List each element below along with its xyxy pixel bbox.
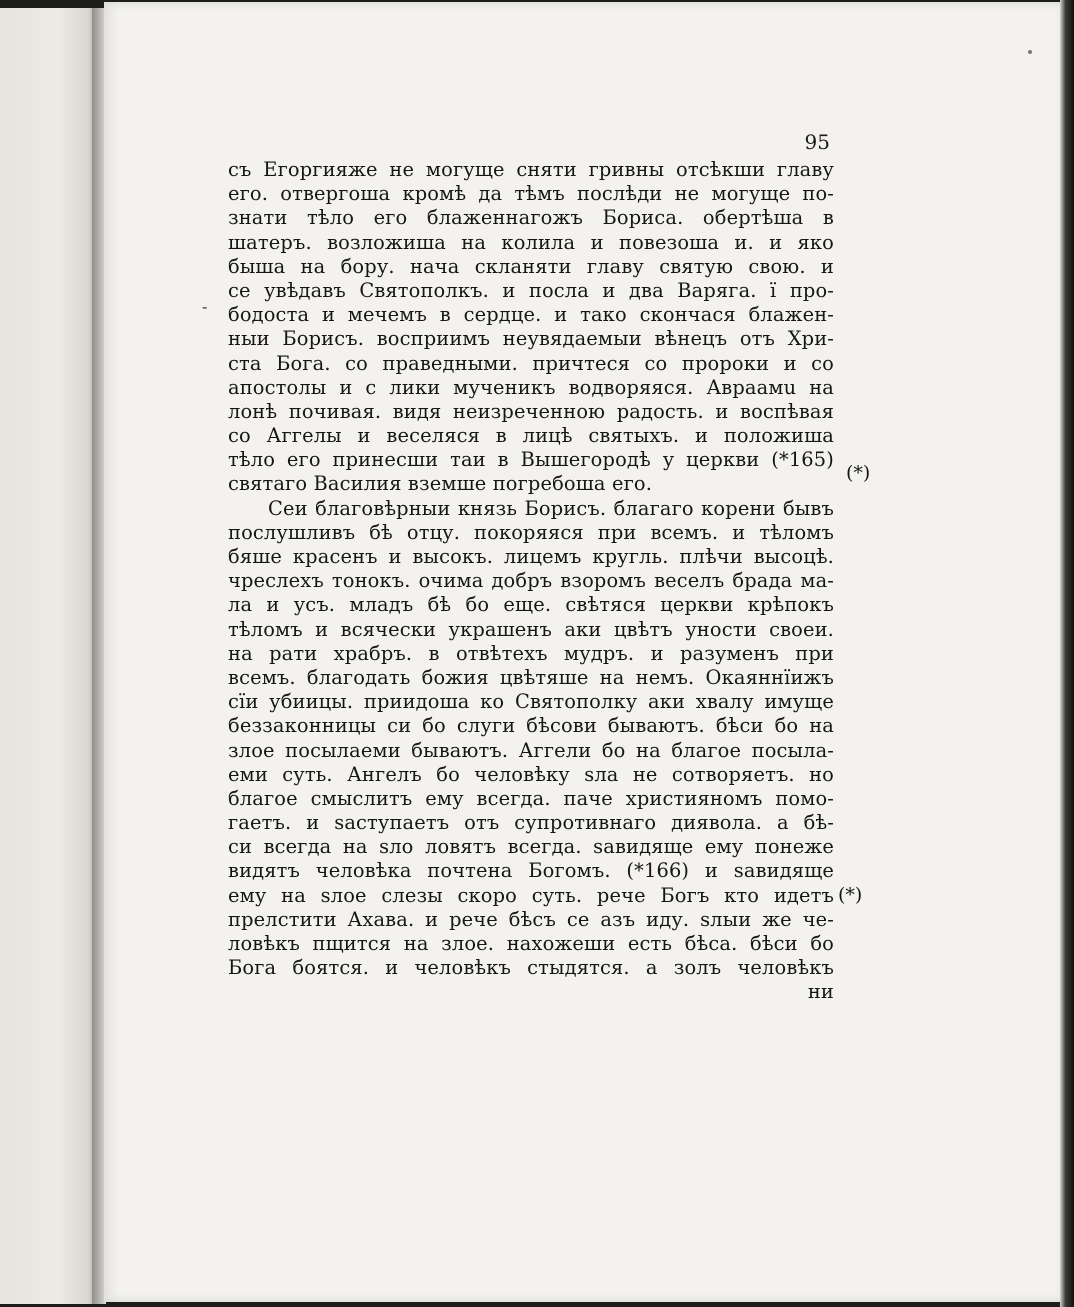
text-line: ста Бога. со праведными. причтеся со пророки и со <box>228 351 834 375</box>
paper-speck <box>1028 50 1032 54</box>
text-line: злое посылаеми бываютъ. Аггели бо на благое посыла- <box>228 738 834 762</box>
text-line: ловѣкъ пщится на злое. нахожеши есть бѣса. бѣси бо <box>228 932 834 955</box>
text-line: всемъ. благодать божия цвѣтяше на немъ. Окаяннїижъ <box>228 665 834 689</box>
text-line: шатеръ. возложиша на колила и повезоша и. и яко <box>228 230 834 254</box>
text-line: лонѣ почивая. видя неизреченною радость. и воспѣвая <box>228 399 834 423</box>
margin-dash: - <box>202 297 208 316</box>
text-line: бяше красенъ и высокъ. лицемъ кругль. плѣчи высоцѣ. <box>228 545 834 568</box>
text-line: се увѣдавъ Святополкъ. и посла и два Варяга. ї про- <box>228 278 834 302</box>
page-number: 95 <box>804 130 830 154</box>
text-line: знати тѣло его блаженнагожъ Бориса. обертѣша в <box>228 206 834 230</box>
text-line: съ Егоргияже не могуще сняти гривны отсѣкши главу <box>228 158 834 181</box>
left-page-edge <box>0 8 96 1304</box>
text-line: прелстити Ахава. и рече бѣсъ се азъ иду. ѕлыи же че- <box>228 907 834 931</box>
text-line: еми суть. Ангелъ бо человѣку ѕла не сотворяетъ. но <box>228 762 834 786</box>
text-line: быша на бору. нача скланяти главу святую свою. и <box>228 254 834 278</box>
text-line: со Аггелы и веселяся в лицѣ святыхъ. и положиша <box>228 424 834 448</box>
text-line: си всегда на ѕло ловятъ всегда. ѕавидяще ему понеже <box>228 835 834 859</box>
text-line: ему на ѕлое слезы скоро суть. рече Богъ кто идетъ <box>228 883 834 907</box>
text-line: святаго Василия вземше погребоша его. <box>228 472 653 496</box>
text-line: тѣло его принесши таи в Вышегородѣ у церкви (*165) <box>228 448 834 472</box>
text-line: Сеи благовѣрныи князь Борисъ. благаго корени бывъ <box>268 496 834 520</box>
text-line: апостолы и с лики мученикъ водворяяся. Авраамu на <box>228 375 834 399</box>
text-line: ла и усъ. младъ бѣ бо еще. свѣтяся церкви крѣпокъ <box>228 593 834 617</box>
paragraph-1 <box>228 158 834 497</box>
paragraph-2 <box>228 497 834 981</box>
footnote-marker-166: (*) <box>838 884 863 906</box>
text-line: беззаконницы си бо слуги бѣсови бываютъ. бѣси бо на <box>228 714 834 738</box>
text-line: видятъ человѣка почтена Богомъ. (*166) и ѕавидяще <box>228 859 834 883</box>
body-text <box>228 158 834 1005</box>
text-line: сїи убиицы. приидоша ко Святополку аки хвалу имуще <box>228 690 834 714</box>
text-line: Бога боятся. и человѣкъ стыдятся. а золъ человѣкъ <box>228 956 834 980</box>
text-line: на рати храбръ. в отвѣтехъ мудръ. и разуменъ при <box>228 641 834 665</box>
text-line: чреслехъ тонокъ. очима добръ взоромъ веселъ брада ма- <box>228 569 834 593</box>
text-line: послушливъ бѣ отцу. покоряяся при всемъ. и тѣломъ <box>228 520 834 544</box>
right-page-edge <box>1060 0 1074 1307</box>
text-line: его. отвергоша кромѣ да тѣмъ послѣди не могуще по- <box>228 182 834 206</box>
text-line: тѣломъ и всячески украшенъ аки цвѣтъ уности своеи. <box>228 617 834 641</box>
text-line: гаетъ. и ѕаступаетъ отъ супротивнаго диявола. а бѣ- <box>228 811 834 835</box>
catchword: ни <box>807 980 834 1004</box>
text-line: бодоста и мечемъ в сердце. и тако скончася блажен- <box>228 303 834 327</box>
footnote-marker-165: (*) <box>846 462 871 484</box>
text-line: ныи Борисъ. восприимъ неувядаемыи вѣнецъ отъ Хри- <box>228 327 834 351</box>
text-line: благое смыслитъ ему всегда. паче християномъ помо- <box>228 786 834 810</box>
